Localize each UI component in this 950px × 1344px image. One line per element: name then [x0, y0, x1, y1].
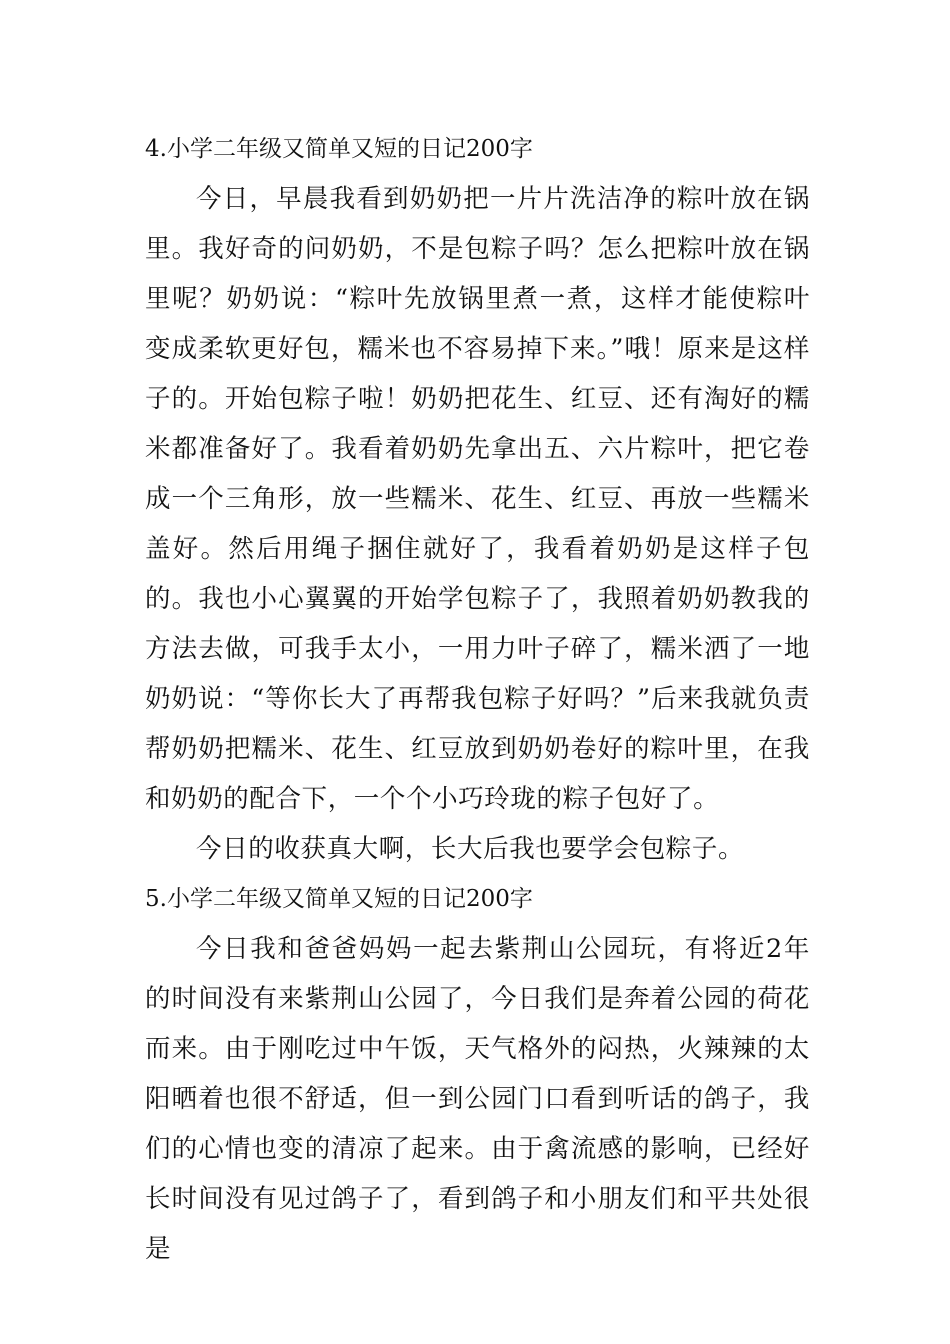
document-body [145, 124, 810, 1274]
section-heading: 4.小学二年级又简单又短的日记200字 [145, 136, 533, 162]
section-heading: 5.小学二年级又简单又短的日记200字 [145, 886, 533, 912]
body-paragraph: 今日我和爸爸妈妈一起去紫荆山公园玩，有将近2年的时间没有来紫荆山公园了，今日我们是奔着公园的荷花而来。由于刚吃过中午饭，天气格外的闷热，火辣辣的太阳晒着也很不舒适，但一到公园门口看到听话的鸽子，我们的心情也变的清凉了起来。由于禽流感的影响，已经好长时间没有见过鸽子了，看到鸽子和小朋友们和平共处很是 [145, 934, 810, 1264]
body-paragraph: 今日，早晨我看到奶奶把一片片洗洁净的粽叶放在锅里。我好奇的问奶奶，不是包粽子吗？怎么把粽叶放在锅里呢？奶奶说：“粽叶先放锅里煮一煮，这样才能使粽叶变成柔软更好包，糯米也不容易掉下来。”哦！原来是这样子的。开始包粽子啦！奶奶把花生、红豆、还有淘好的糯米都准备好了。我看着奶奶先拿出五、六片粽叶，把它卷成一个三角形，放一些糯米、花生、红豆、再放一些糯米盖好。然后用绳子捆住就好了，我看着奶奶是这样子包的。我也小心翼翼的开始学包粽子了，我照着奶奶教我的方法去做，可我手太小，一用力叶子碎了，糯米洒了一地奶奶说：“等你长大了再帮我包粽子好吗？”后来我就负责帮奶奶把糯米、花生、红豆放到奶奶卷好的粽叶里，在我和奶奶的配合下，一个个小巧玲珑的粽子包好了。 [145, 184, 810, 814]
body-paragraph: 今日的收获真大啊，长大后我也要学会包粽子。 [196, 834, 745, 864]
